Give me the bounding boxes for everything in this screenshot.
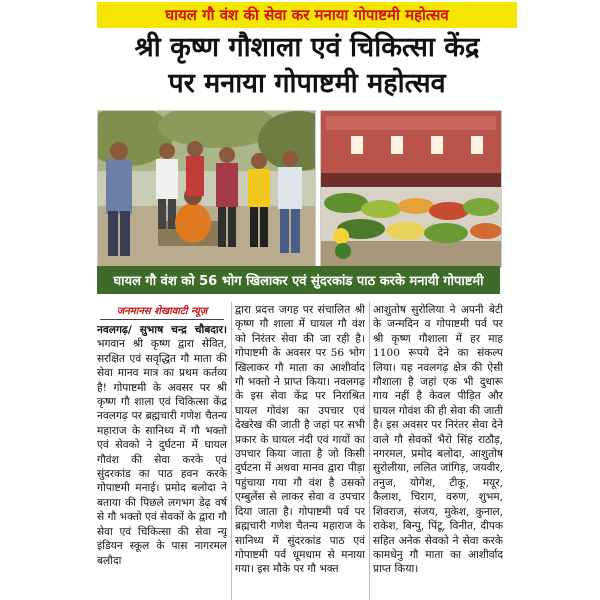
article-text: भगवान श्री कृष्ण द्वारा सेवित, सरक्षित एवं सवृद्धित गौ माता की सेवा मानव मात्र का प्रथम कर्तव्य है! गोपाष्टमी के अवसर पर श्री कृष्ण गौ शाला एवं चिकित्सा केंद्र नवलगढ़ पर ब्रह्मचारी गणेश चैतन्य महाराज के सानिध्य में गौ भक्तो एवं सेवको ने दुर्घटना में घायल गौवंश की सेवा करके एवं सुंदरकांड का पाठ हवन करके गोपाष्टमी मनाई। प्रमोद बलोदा ने बताया की पिछले लगभग डेढ़ वर्ष से गौ भक्तो एवं सेवकों के द्वारा गौ सेवा एवं चिकित्सा की सेवा न्यू इंडियन स्कूल के पास नागरमल बलौदा (97, 338, 227, 567)
column-divider (369, 302, 370, 600)
column-divider (231, 302, 232, 600)
article-column-3 (373, 303, 503, 600)
article-text: द्वारा प्रदत्त जगह पर संचालित श्री कृष्ण गौ शाला में घायल गौ वंश को निरंतर सेवा की जा रही है। गोपाष्टमी के अवसर पर 56 भोग खिलाकर गौ माता का आशीर्वाद गौ भक्तो ने प्राप्त किया। नवलगढ़ के इस सेवा केंद्र पर निराश्रित घायल गोवंश का उपचार एवं देखरेख की जाती है जहां पर सभी प्रकार के घायल नंदी एवं गायों का उपचार किया जाता है जो किसी दुर्घटना में अथवा मानव द्वारा पीड़ा पहुंचाया गया गौ वंश है उसको एम्बुलेंस से लाकर सेवा व उपचार दिया जाता है। गोपाष्टमी पर्व पर ब्रह्मचारी गणेश चैतन्य महाराज के सानिध्य में सुंदरकांड पाठ एवं गोपाष्टमी पर्व धूमधाम से मनाया गया। इस मौके पर गौ भक्त (235, 304, 365, 576)
article-column-2 (235, 303, 365, 600)
photo-group-at-gaushala (97, 110, 316, 268)
photo-group-illustration (98, 111, 315, 267)
main-headline (97, 30, 517, 102)
photo-vegetable-bhog (320, 110, 502, 268)
article-dateline: नवलगढ़/ सुभाष चन्द्र चौबदार। (97, 324, 227, 336)
photo-bhog-illustration (321, 111, 501, 267)
article-text: आशुतोष सुरोलिया ने अपनी बेटी के जन्मदिन व गोपाष्टमी पर्व पर श्री कृष्ण गौशाला में हर माह 1100 रूपये देने का संकल्प लिया। यह नवलगढ़ क्षेत्र की ऐसी गौशाला है जहां एक भी दुधारू गाय नहीं है केवल पीड़ित और घायल गोवंश की ही सेवा की जाती है। इस अवसर पर निरंतर सेवा देने वाले गौ सेवकों भैरो सिंह राठौड़, नगरमल, प्रमोद बलोदा, आशुतोष सुरोलीया, ललित जांगिड़, जयवीर, तनुज, योगेश, टीकू, मयूर, कैलाश, चिराग, वरुण, शुभम, शिवराज, संजय, मुकेश, कुनाल, राकेश, बिन्पु, पिंटू, विनीत, दीपक सहित अनेक सेवको ने सेवा करके कामधेनु गौ माता का आशीर्वाद प्राप्त किया। (373, 304, 503, 576)
headline-line-2: पर मनाया गोपाष्टमी महोत्सव (168, 68, 446, 99)
headline-line-1: श्री कृष्ण गौशाला एवं चिकित्सा केंद्र (134, 32, 480, 63)
byline: जनमानस शेखावाटी न्यूज़ (100, 303, 224, 320)
article-column-1 (97, 323, 227, 600)
photo-caption: घायल गौ वंश को 56 भोग खिलाकर एवं सुंदरकांड पाठ करके मनायी गोपाष्टमी (97, 266, 500, 294)
kicker-headline: घायल गौ वंश की सेवा कर मनाया गोपाष्टमी महोत्सव (97, 2, 517, 28)
